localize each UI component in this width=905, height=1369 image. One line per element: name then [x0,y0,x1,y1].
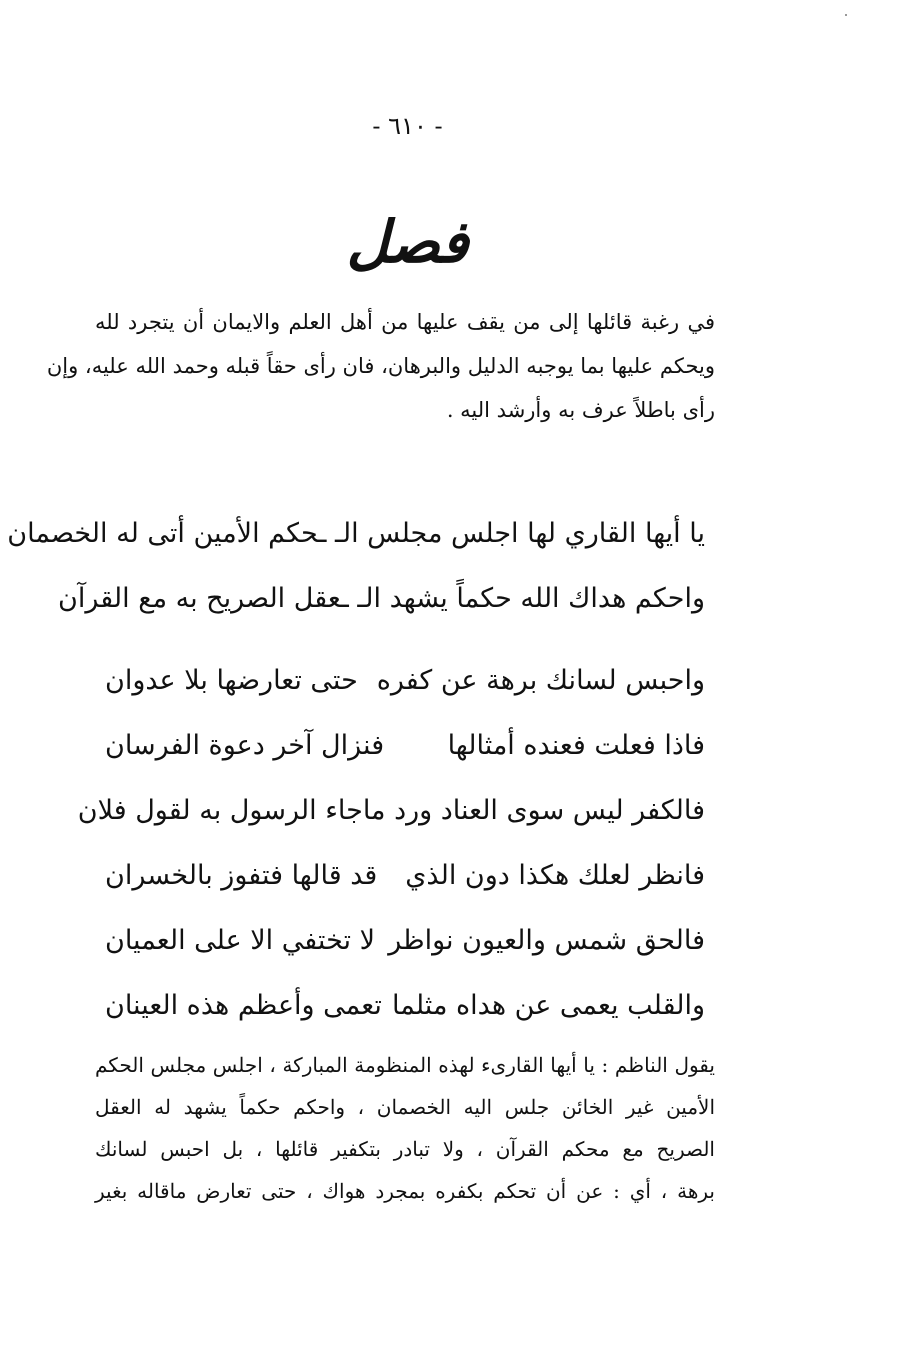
verse-second-hemistich: حتى تعارضها بلا عدوان [105,665,358,696]
verse-text: واحكم هداك الله حكماً يشهد الـ ـعقل الصريح به مع القرآن [58,583,705,614]
poem-verse [105,648,705,713]
verse-second-hemistich: فنزال آخر دعوة الفرسان [105,730,385,761]
verse-first-hemistich: والقلب يعمى عن هداه مثلما [392,990,705,1021]
verse-first-hemistich: فالحق شمس والعيون نواظر [388,925,705,956]
verse-text: يا أيها القاري لها اجلس مجلس الـ ـحكم الأمين أتى له الخصمان [7,518,705,549]
commentary-paragraph [95,1044,715,1212]
commentary-line: الأمين غير الخائن جلس اليه الخصمان ، واحكم حكماً يشهد له العقل [95,1095,715,1119]
poem-verse [58,583,705,648]
verse-second-hemistich: لا تختفي الا على العميان [105,925,375,956]
verse-second-hemistich: تعمى وأعظم هذه العينان [105,990,382,1021]
verse-first-hemistich: واحبس لسانك برهة عن كفره [376,665,705,696]
margin-dot [845,14,847,16]
commentary-line: الصريح مع محكم القرآن ، ولا تبادر بتكفير قائلها ، بل احبس لسانك [95,1137,715,1161]
poem-verse [7,518,705,583]
verse-second-hemistich: جاء الرسول به لقول فلان [77,795,363,826]
poem-verse [105,713,705,778]
intro-line: رأى باطلاً عرف به وأرشد اليه . [446,398,715,422]
verse-first-hemistich: فالكفر ليس سوى العناد ورد ما [362,795,705,826]
commentary-line: يقول الناظم : يا أيها القارىء لهذه المنظومة المباركة ، اجلس مجلس الحكم [95,1053,715,1077]
verse-first-hemistich: فانظر لعلك هكذا دون الذي [405,860,705,891]
verse-first-hemistich: فاذا فعلت فعنده أمثالها [447,730,705,761]
poem-verse [77,778,705,843]
poem-verse [105,843,705,908]
poem-verse [105,908,705,973]
commentary-line: برهة ، أي : عن أن تحكم بكفره بمجرد هواك ، حتى تعارض ماقاله بغير [95,1179,715,1203]
intro-line: في رغبة قائلها إلى من يقف عليها من أهل العلم والايمان أن يتجرد لله [95,310,715,334]
section-heading: فصل [346,208,469,276]
poem [7,518,705,1038]
intro-paragraph [46,300,715,432]
poem-verse [105,973,705,1038]
intro-line: ويحكم عليها بما يوجبه الدليل والبرهان، فان رأى حقاً قبله وحمد الله عليه، وإن [46,354,715,378]
verse-second-hemistich: قد قالها فتفوز بالخسران [105,860,378,891]
page-number: - ٦١٠ - [372,112,443,140]
